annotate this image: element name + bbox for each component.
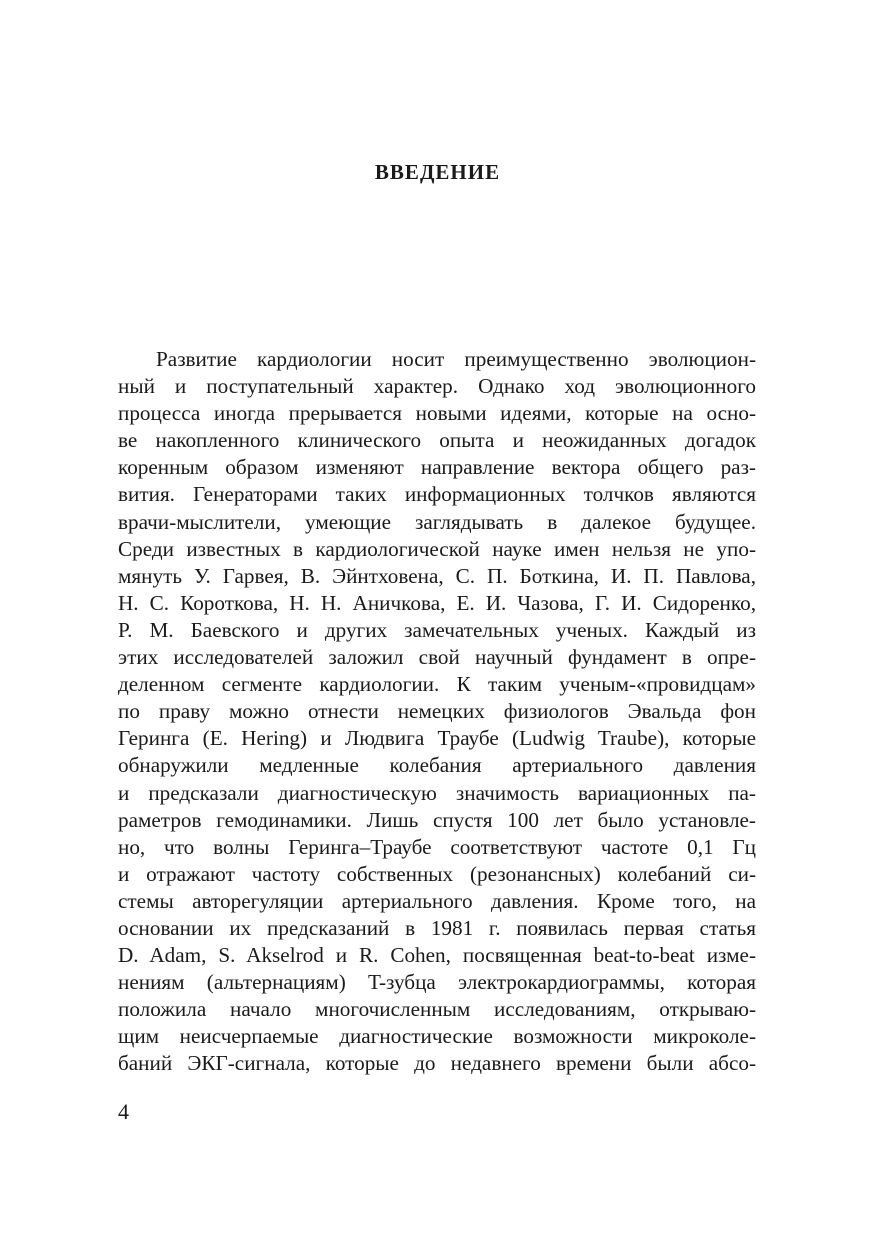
page-number: 4 — [118, 1099, 129, 1124]
text-line: ве накопленного клинического опыта и неожиданных догадок — [118, 428, 756, 453]
text-line: Среди известных в кардиологической науке имен нельзя не упо- — [118, 536, 756, 561]
text-line: основании их предсказаний в 1981 г. появилась первая статья — [118, 915, 756, 940]
text-line: и отражают частоту собственных (резонансных) колебаний си- — [118, 861, 756, 886]
text-line: вития. Генераторами таких информационных толчков являются — [118, 482, 756, 507]
text-line: Геринга (E. Hering) и Людвига Траубе (Ludwig Traube), которые — [118, 726, 756, 751]
text-line: коренным образом изменяют направление вектора общего раз- — [118, 455, 756, 480]
text-line: по праву можно отнести немецких физиологов Эвальда фон — [118, 699, 756, 724]
text-line: ный и поступательный характер. Однако ход эволюционного — [118, 374, 756, 399]
text-line: процесса иногда прерывается новыми идеями, которые на осно- — [118, 401, 756, 426]
text-line: баний ЭКГ-сигнала, которые до недавнего времени были абсо- — [118, 1051, 756, 1076]
text-line: D. Adam, S. Akselrod и R. Cohen, посвященная beat-to-beat изме- — [118, 943, 756, 968]
text-line: стемы авторегуляции артериального давления. Кроме того, на — [118, 888, 756, 913]
page-title: ВВЕДЕНИЕ — [374, 160, 501, 184]
text-line: Развитие кардиологии носит преимущественно эволюцион- — [156, 347, 756, 371]
text-line: Р. М. Баевского и других замечательных ученых. Каждый из — [118, 617, 756, 642]
text-line: этих исследователей заложил свой научный фундамент в опре- — [118, 645, 756, 670]
text-line: мянуть У. Гарвея, В. Эйнтховена, С. П. Боткина, И. П. Павлова, — [118, 563, 756, 588]
text-line: деленном сегменте кардиологии. К таким ученым-«провидцам» — [118, 672, 756, 697]
text-line: щим неисчерпаемые диагностические возможности микроколе- — [118, 1024, 756, 1049]
text-line: Н. С. Короткова, Н. Н. Аничкова, Е. И. Чазова, Г. И. Сидоренко, — [118, 590, 756, 615]
text-line: и предсказали диагностическую значимость вариационных па- — [118, 780, 756, 805]
text-line: но, что волны Геринга–Траубе соответствуют частоте 0,1 Гц — [118, 834, 756, 859]
text-line: врачи-мыслители, умеющие заглядывать в далекое будущее. — [118, 509, 756, 534]
body-paragraph — [118, 346, 756, 1078]
text-line: обнаружили медленные колебания артериального давления — [118, 753, 756, 778]
text-line: положила начало многочисленным исследованиям, открываю- — [118, 997, 756, 1022]
text-line: раметров гемодинамики. Лишь спустя 100 лет было установле- — [118, 807, 756, 832]
text-line: нениям (альтернациям) T-зубца электрокардиограммы, которая — [118, 970, 756, 995]
